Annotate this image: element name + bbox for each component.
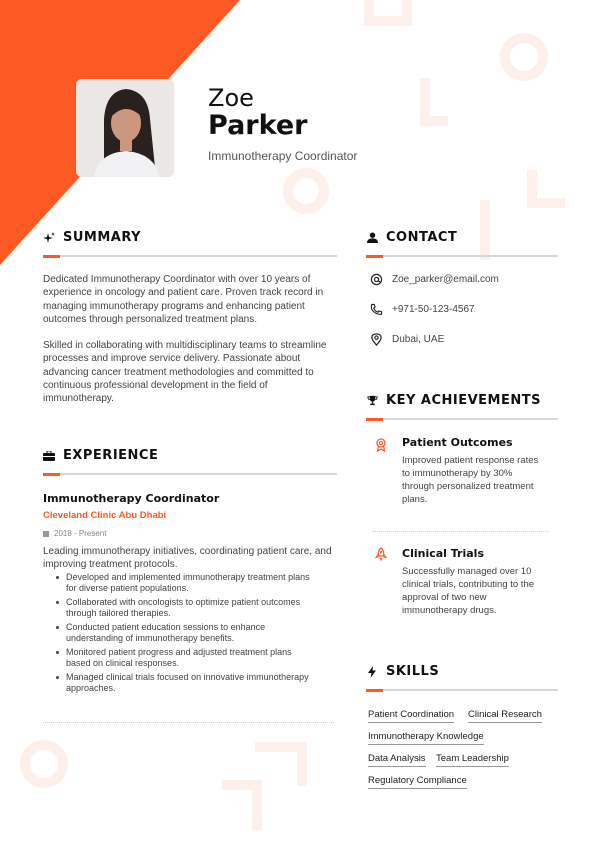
- experience-divider: [43, 722, 334, 723]
- achievement-description: Successfully managed over 10 clinical trials, contributing to the approval of two new immunotherapy drugs.: [402, 566, 535, 616]
- experience-heading: EXPERIENCE: [43, 448, 158, 463]
- experience-job-title: Immunotherapy Coordinator: [43, 492, 220, 505]
- summary-paragraph-2: Skilled in collaborating with multidisciplinary teams to streamline processes and improve service delivery. Passionate about advancing cancer treatment methodologies and committed to continuous professional development in the field of immunotherapy.: [43, 340, 327, 405]
- list-item: Developed and implemented immunotherapy treatment plans for diverse patient populations.: [56, 572, 341, 594]
- contact-email[interactable]: Zoe_parker@email.com: [370, 273, 499, 286]
- achievement-divider: [372, 531, 548, 532]
- summary-rule: [43, 255, 337, 257]
- skill-tag: Patient Coordination: [368, 709, 454, 723]
- skills-rule: [366, 689, 558, 691]
- ribbon-icon: [374, 438, 388, 452]
- list-item: Conducted patient education sessions to enhance understanding of immunotherapy benefits.: [56, 622, 341, 644]
- person-portrait-icon: [76, 79, 174, 177]
- experience-company: Cleveland Clinic Abu Dhabi: [43, 510, 167, 521]
- briefcase-icon: [43, 450, 55, 462]
- list-item: Collaborated with oncologists to optimize patient outcomes through tailored therapies.: [56, 597, 341, 619]
- skill-tag: Clinical Research: [468, 709, 542, 723]
- skill-tag: Regulatory Compliance: [368, 775, 467, 789]
- location-pin-icon: [370, 333, 383, 346]
- phone-icon: [370, 303, 383, 316]
- experience-dates: 2018 - Present: [43, 529, 106, 538]
- achievements-heading: KEY ACHIEVEMENTS: [366, 393, 541, 408]
- at-sign-icon: [370, 273, 383, 286]
- summary-paragraph-1: Dedicated Immunotherapy Coordinator with over 10 years of experience in oncology and patient care. Proven track record in managing immunotherapy programs and enhancing patient outcomes through personalized treatment plans.: [43, 274, 324, 325]
- profile-photo: [76, 79, 174, 177]
- trophy-icon: [366, 395, 378, 407]
- achievement-description: Improved patient response rates to immunotherapy by 30% through personalized treatment plans.: [402, 455, 539, 505]
- rocket-icon: [374, 547, 388, 561]
- achievement-title: Clinical Trials: [402, 547, 484, 560]
- summary-heading: SUMMARY: [43, 230, 141, 245]
- experience-intro: Leading immunotherapy initiatives, coordinating patient care, and improving treatment protocols.: [43, 546, 332, 571]
- experience-rule: [43, 473, 337, 475]
- lightning-icon: [366, 666, 378, 678]
- achievements-rule: [366, 418, 558, 420]
- skill-tag: Data Analysis: [368, 753, 426, 767]
- achievement-title: Patient Outcomes: [402, 436, 513, 449]
- skill-tag: Immunotherapy Knowledge: [368, 731, 484, 745]
- list-item: Monitored patient progress and adjusted treatment plans based on clinical responses.: [56, 647, 341, 669]
- job-title: Immunotherapy Coordinator: [208, 149, 358, 163]
- sparkle-icon: [43, 232, 55, 244]
- calendar-icon: [43, 531, 49, 537]
- contact-phone[interactable]: +971-50-123-4567: [370, 303, 475, 316]
- first-name: Zoe: [208, 84, 254, 112]
- experience-bullet-list: [56, 572, 341, 697]
- user-icon: [366, 232, 378, 244]
- skill-tag: Team Leadership: [436, 753, 509, 767]
- last-name: Parker: [208, 110, 308, 141]
- list-item: Managed clinical trials focused on innovative immunotherapy approaches.: [56, 672, 341, 694]
- skills-heading: SKILLS: [366, 664, 439, 679]
- contact-location: Dubai, UAE: [370, 333, 444, 346]
- contact-rule: [366, 255, 558, 257]
- contact-heading: CONTACT: [366, 230, 457, 245]
